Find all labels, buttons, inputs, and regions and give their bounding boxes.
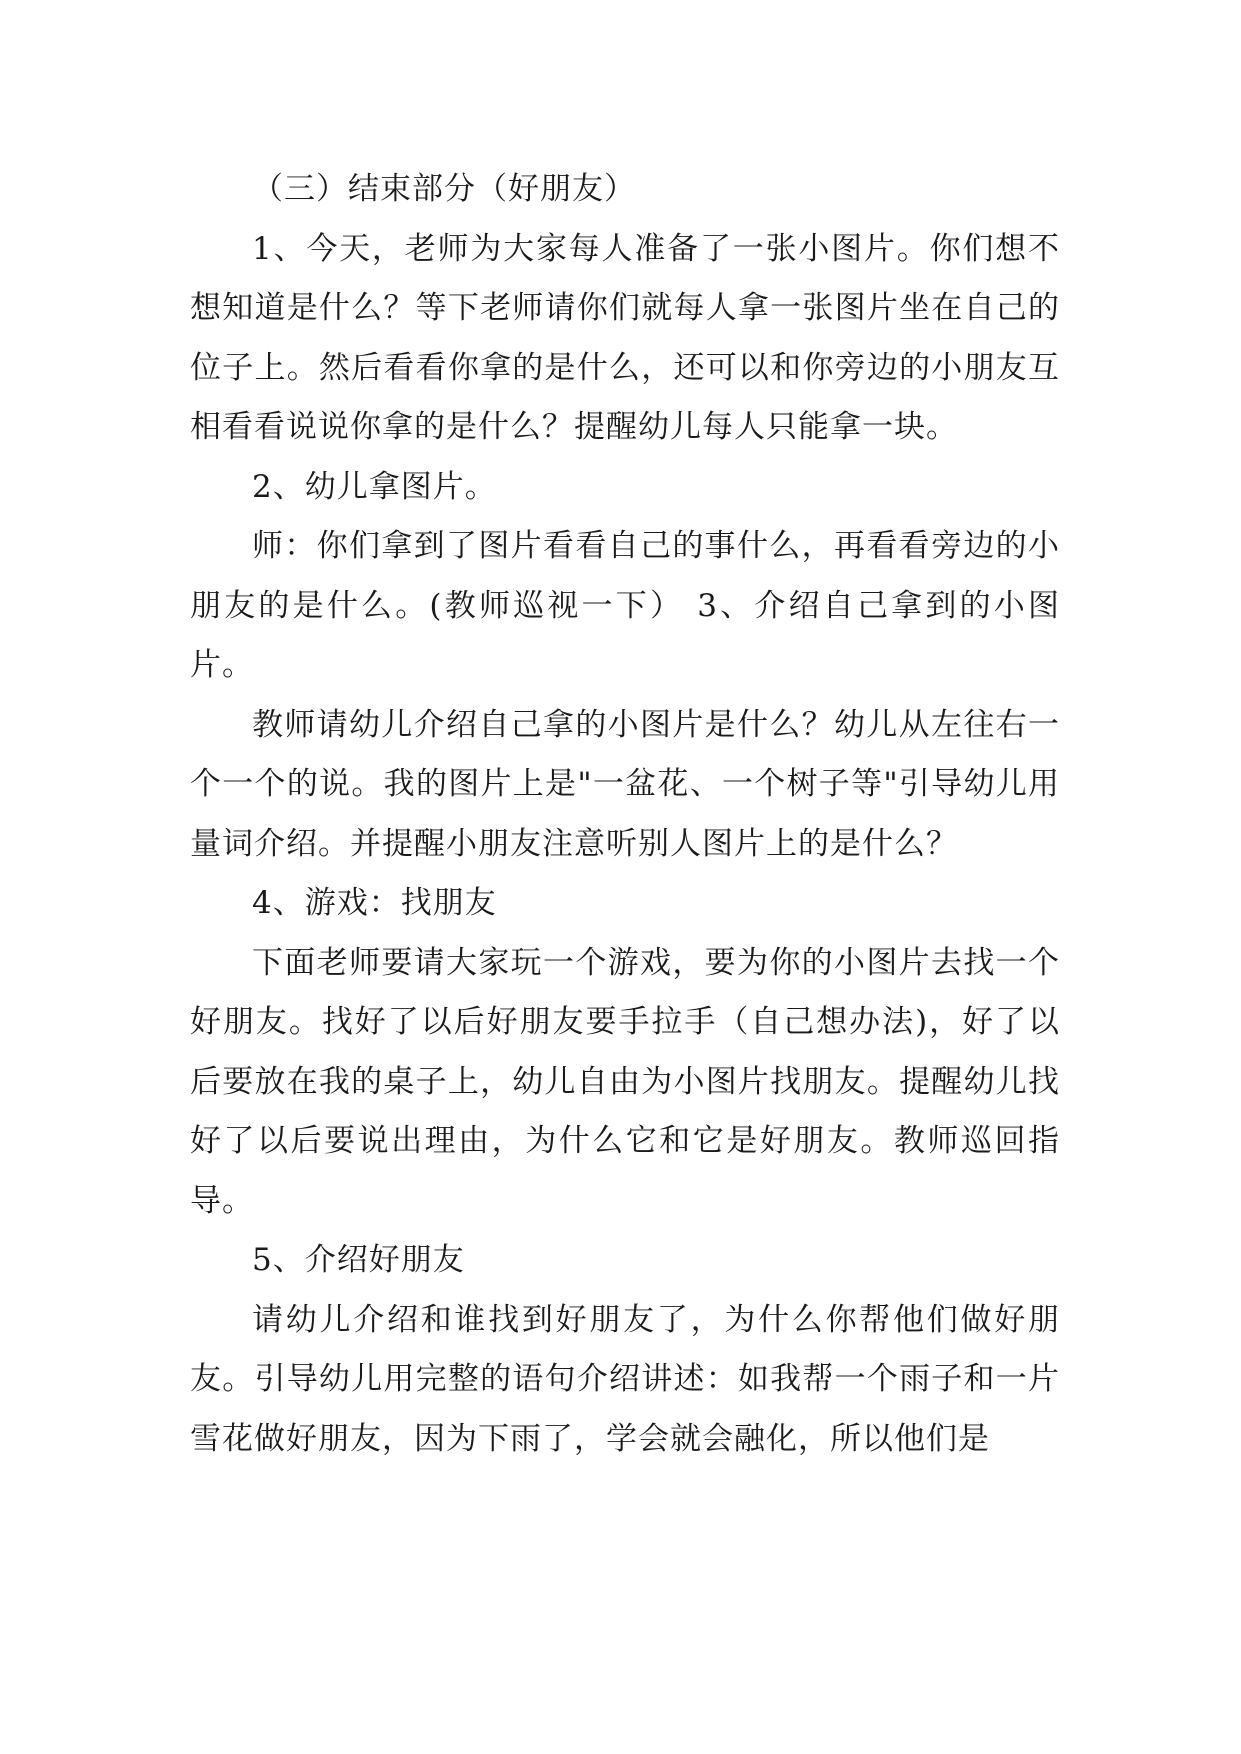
paragraph-step-5: 5、介绍好朋友 [252,1242,465,1278]
paragraph-friends: 请幼儿介绍和谁找到好朋友了，为什么你帮他们做好朋友。引导幼儿用完整的语句介绍讲述：如我帮一个雨子和一片雪花做好朋友，因为下雨了，学会就会融化，所以他们是 [190,1301,1060,1457]
paragraph-step-4: 4、游戏：找朋友 [252,885,497,921]
paragraph-introduce: 教师请幼儿介绍自己拿的小图片是什么？幼儿从左往右一个一个的说。我的图片上是"一盆花、一个树子等"引导幼儿用量词介绍。并提醒小朋友注意听别人图片上的是什么？ [190,706,1060,862]
paragraph-teacher-step-3: 师：你们拿到了图片看看自己的事什么，再看看旁边的小朋友的是什么。(教师巡视一下） 3、介绍自己拿到的小图片。 [190,528,1060,683]
paragraph-step-2: 2、幼儿拿图片。 [252,468,497,505]
document-body [190,160,1060,1469]
paragraph-step-1: 1、今天，老师为大家每人准备了一张小图片。你们想不想知道是什么？等下老师请你们就每人拿一张图片坐在自己的位子上。然后看看你拿的是什么，还可以和你旁边的小朋友互相看看说说你拿的是什么？提醒幼儿每人只能拿一块。 [190,230,1060,445]
section-heading: （三）结束部分（好朋友） [252,171,636,207]
paragraph-game: 下面老师要请大家玩一个游戏，要为你的小图片去找一个好朋友。找好了以后好朋友要手拉手（自己想办法)，好了以后要放在我的桌子上，幼儿自由为小图片找朋友。提醒幼儿找好了以后要说出理由，为什么它和它是好朋友。教师巡回指导。 [190,944,1060,1219]
